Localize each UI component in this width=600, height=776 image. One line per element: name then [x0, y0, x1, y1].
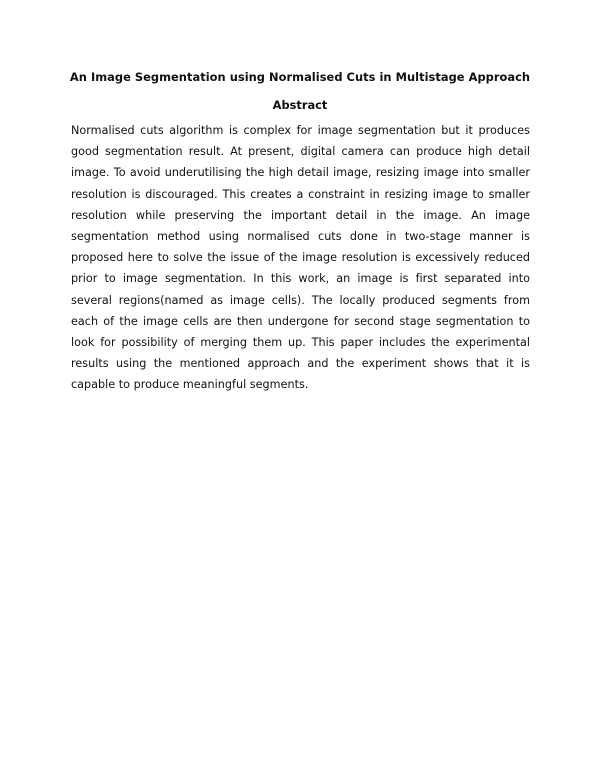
abstract-heading: Abstract — [272, 98, 328, 112]
abstract-body: Normalised cuts algorithm is complex for image segmentation but it produces good segmentation result. At present, digital camera can produce high detail image. To avoid underutilising the high detail image, resizing image into smaller resolution is discouraged. This creates a constraint in resizing image to smaller resolution while preserving the important detail in the image. An image segmentation method using normalised cuts done in two-stage manner is proposed here to solve the issue of the image resolution is excessively reduced prior to image segmentation. In this work, an image is first separated into several regions(named as image cells). The locally produced segments from each of the image cells are then undergone for second stage segmentation to look for possibility of merging them up. This paper includes the experimental results using the mentioned approach and the experiment shows that it is capable to produce meaningful segments. — [71, 124, 530, 392]
paper-title: An Image Segmentation using Normalised Cuts in Multistage Approach — [69, 70, 531, 84]
